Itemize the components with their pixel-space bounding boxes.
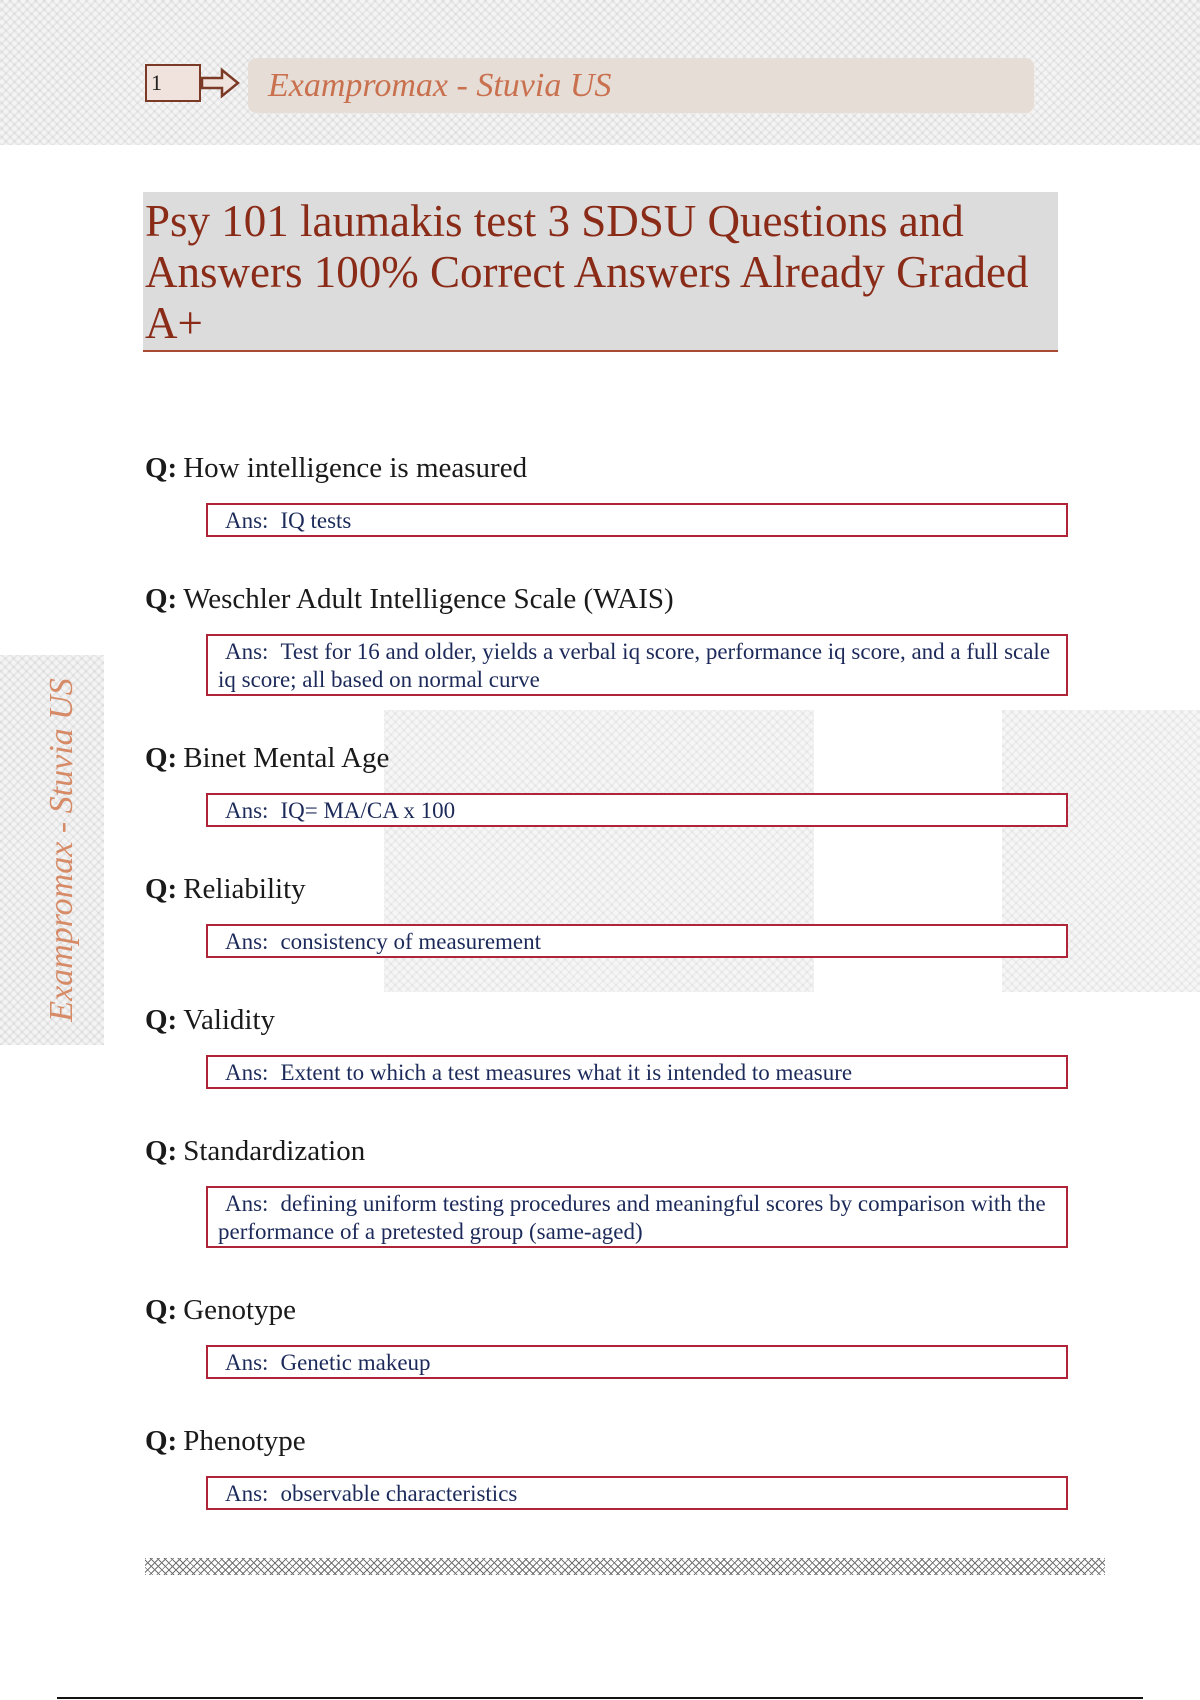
answer-text: IQ tests xyxy=(280,508,352,533)
answer-prefix: Ans: xyxy=(225,1060,269,1085)
answer-prefix: Ans: xyxy=(225,1350,269,1375)
answer-box xyxy=(206,634,1068,696)
answer-box xyxy=(206,503,1068,537)
side-watermark-text: Exampromax - Stuvia US xyxy=(43,678,80,1022)
question-prefix: Q: xyxy=(145,1004,178,1036)
bottom-rule xyxy=(57,1697,1143,1699)
question xyxy=(145,1290,1065,1330)
answer-box xyxy=(206,1186,1068,1248)
qa-item xyxy=(145,869,1065,954)
question-prefix: Q: xyxy=(145,742,178,774)
qa-item xyxy=(145,1131,1065,1244)
answer-box xyxy=(206,1055,1068,1089)
question-text: Genotype xyxy=(183,1294,296,1326)
question-prefix: Q: xyxy=(145,1135,178,1167)
question-prefix: Q: xyxy=(145,1425,178,1457)
answer-box xyxy=(206,1345,1068,1379)
answer-text: Genetic makeup xyxy=(280,1350,431,1375)
question xyxy=(145,448,1065,488)
answer-text: consistency of measurement xyxy=(280,929,542,954)
question-text: Phenotype xyxy=(183,1425,306,1457)
qa-item xyxy=(145,1421,1065,1506)
answer-text: Test for 16 and older, yields a verbal iq score, performance iq score, and a full scale iq score; all based on normal curve xyxy=(218,639,1051,692)
header-title: Exampromax - Stuvia US xyxy=(248,58,1034,113)
question xyxy=(145,1131,1065,1171)
answer-text: defining uniform testing procedures and meaningful scores by comparison with the performance of a pretested group (same-aged) xyxy=(218,1191,1046,1244)
answer-box xyxy=(206,793,1068,827)
question-prefix: Q: xyxy=(145,452,178,484)
answer-text: IQ= MA/CA x 100 xyxy=(280,798,456,823)
answer-text: observable characteristics xyxy=(280,1481,518,1506)
qa-item xyxy=(145,738,1065,823)
page-number: 1 xyxy=(145,64,201,102)
answer-prefix: Ans: xyxy=(225,929,269,954)
question-text: Standardization xyxy=(183,1135,366,1167)
question-text: Weschler Adult Intelligence Scale (WAIS) xyxy=(183,583,674,615)
question-text: Validity xyxy=(183,1004,276,1036)
answer-prefix: Ans: xyxy=(225,1191,269,1216)
question xyxy=(145,1421,1065,1461)
qa-item xyxy=(145,1290,1065,1375)
qa-item xyxy=(145,579,1065,692)
question-text: Reliability xyxy=(183,873,306,905)
answer-box xyxy=(206,1476,1068,1510)
answer-text: Extent to which a test measures what it is intended to measure xyxy=(280,1060,853,1085)
qa-item xyxy=(145,448,1065,533)
answer-prefix: Ans: xyxy=(225,639,269,664)
answer-prefix: Ans: xyxy=(225,1481,269,1506)
answer-box xyxy=(206,924,1068,958)
question-prefix: Q: xyxy=(145,583,178,615)
document-title: Psy 101 laumakis test 3 SDSU Questions and Answers 100% Correct Answers Already Graded A+ xyxy=(143,192,1058,352)
answer-prefix: Ans: xyxy=(225,798,269,823)
question xyxy=(145,579,1065,619)
answer-prefix: Ans: xyxy=(225,508,269,533)
question-text: Binet Mental Age xyxy=(183,742,390,774)
question xyxy=(145,1000,1065,1040)
question xyxy=(145,869,1065,909)
question xyxy=(145,738,1065,778)
question-text: How intelligence is measured xyxy=(183,452,528,484)
question-prefix: Q: xyxy=(145,873,178,905)
question-prefix: Q: xyxy=(145,1294,178,1326)
arrow-right-icon xyxy=(200,66,240,100)
qa-item xyxy=(145,1000,1065,1085)
bottom-divider-pattern xyxy=(145,1558,1105,1575)
